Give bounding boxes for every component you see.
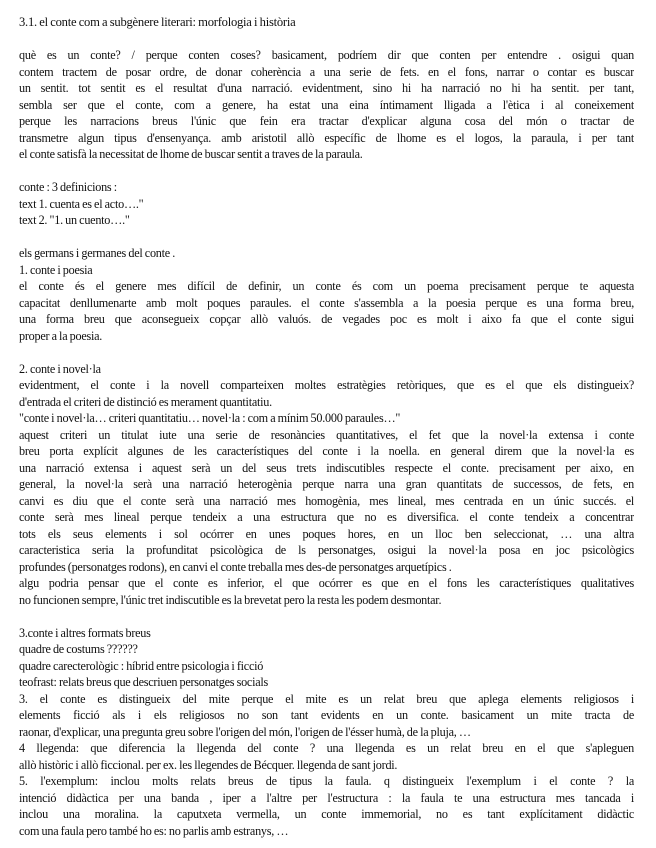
intro-line: transmetre algun tipus d'ensenyança. amb aristotil allò específic de lhome es el logos, la paraula, i per tant bbox=[19, 130, 634, 145]
paragraph-line: no funcionen sempre, l'únic tret indiscutible es la brevetat pero la resta les podem desmontar. bbox=[19, 592, 442, 607]
intro-line: perque les narracions breus l'únic que fein era tractar d'explicar alguna cosa del món o tractar de bbox=[19, 114, 634, 128]
paragraph-line: tots els seus elements i sol ocórrer en unes poques hores, en un lloc ben seleccionat, … una altra bbox=[19, 526, 634, 541]
paragraph-line: inclou una moralina. la caputxeta vermella, un conte immemorial, no es tant explícitament didàctic bbox=[19, 807, 634, 821]
spacer bbox=[19, 31, 634, 48]
paragraph-line: teofrast: relats breus que descriuen personatges socials bbox=[19, 675, 269, 689]
paragraph-line: canvi es diu que el conte serà una narració mes homogènia, mes lineal, mes centrada en un únic succés. el bbox=[19, 493, 634, 508]
paragraph-line: el conte és el genere mes difícil de definir, un conte és com un poema precisament perque te aquesta bbox=[19, 279, 634, 293]
formats-block bbox=[19, 625, 634, 840]
paragraph-line: intenció didàctica per una banda , iper a l'altre per l'estructura : la faula te una estructura mes tancada i bbox=[19, 790, 634, 805]
section-title: 3.1. el conte com a subgènere literari: morfologia i història bbox=[19, 15, 296, 29]
intro-line: contem tractem de posar ordre, de donar coherència a una serie de fets. en el fons, narrar o contar es buscar bbox=[19, 64, 634, 79]
intro-paragraph bbox=[19, 47, 634, 163]
spacer bbox=[19, 163, 634, 180]
paragraph-line: "conte i novel·la… criteri quantitatiu… novel·la : com a mínim 50.000 paraules…" bbox=[19, 411, 401, 425]
paragraph-line: conte serà mes lineal perque tendeix a una estructura que no es diversifica. el conte tendeix a concentrar bbox=[19, 510, 634, 524]
paragraph-line: una narració extensa i aquest serà un del seus trets indiscutibles respecte el conte. precisament per aixo, en bbox=[19, 460, 634, 475]
paragraph-line: quadre carecterològic : híbrid entre psicologia i ficció bbox=[19, 658, 264, 673]
paragraph-line: una forma breu que aconsegueix copçar allò valuós. de vegades poc es molt i aixo fa que el conte sigui bbox=[19, 312, 634, 326]
paragraph-line: proper a la poesia. bbox=[19, 328, 103, 343]
definition-item: text 1. cuenta es el acto…." bbox=[19, 196, 144, 211]
paragraph-line: profundes (personatges rodons), en canvi el conte treballa mes des-de personatges arquetípics . bbox=[19, 559, 452, 574]
germans-block bbox=[19, 245, 634, 608]
paragraph-line: 5. l'exemplum: inclou molts relats breus de tipus la faula. q distingueix l'exemplum i el conte ? la bbox=[19, 774, 634, 788]
intro-line: un sentit. tot sentit es el resultat d'una narració. evidentment, sino hi ha narració no hi ha sentit. per tant, bbox=[19, 81, 634, 95]
formats-heading: 3.conte i altres formats breus bbox=[19, 625, 151, 640]
paragraph-line: evidentment, el conte i la novell comparteixen moltes estratègies retòriques, que es el que els distingueix? bbox=[19, 378, 634, 392]
germans-heading: els germans i germanes del conte . bbox=[19, 246, 176, 260]
paragraph-line: aquest criteri un titulat iute una serie de resonàncies quantitatives, el fet que la novel·la extensa i conte bbox=[19, 427, 634, 442]
paragraph-line: com una faula pero també ho es: no parlis amb estranys, … bbox=[19, 823, 289, 838]
intro-line: sembla ser que el conte, com a genere, ha estat una eina íntimament lligada a l'ètica i al coneixement bbox=[19, 97, 634, 112]
intro-line: què es un conte? / perque conten coses? basicament, podríem dir que conten per entendre . osigui quan bbox=[19, 48, 634, 62]
paragraph-line: 4 llegenda: que diferencia la llegenda del conte ? una llegenda es un relat breu en el que s'apleguen bbox=[19, 741, 634, 755]
paragraph-line: d'entrada el criteri de distinció es merament quantitatiu. bbox=[19, 394, 272, 409]
paragraph-line: quadre de costums ?????? bbox=[19, 642, 138, 656]
paragraph-line: 3. el conte es distingueix del mite perque el mite es un relat breu que aplega elements religiosos i bbox=[19, 691, 634, 706]
paragraph-line: allò històric i allò ficcional. per ex. les llegendes de Bécquer. llegenda de sant jordi. bbox=[19, 757, 398, 772]
paragraph-line: breu porta explícit algunes de les característiques del conte i la noella. en general direm que la novel·la es bbox=[19, 444, 634, 458]
subsection-title: 2. conte i novel·la bbox=[19, 361, 101, 376]
definitions-heading: conte : 3 definicions : bbox=[19, 180, 117, 194]
paragraph-line: caracteristica seria la profunditat psicològica de ls personatges, osigui la novel·la posa en joc psicològics bbox=[19, 543, 634, 557]
spacer bbox=[19, 608, 634, 625]
definitions-block bbox=[19, 179, 634, 229]
definition-item: text 2. "1. un cuento…." bbox=[19, 213, 130, 227]
paragraph-line: general, la novel·la serà una narració heterogènia perque narra una gran quantitats de successos, de fets, en bbox=[19, 477, 634, 491]
paragraph-line: raonar, d'explicar, una pregunta greu sobre l'origen del món, l'origen de l'ésser humà, de la pluja, … bbox=[19, 724, 471, 739]
paragraph-line: capacitat denllumenarte amb molt poques paraules. el conte s'assembla a la poesia perque es una forma breu, bbox=[19, 295, 634, 310]
paragraph-line: elements ficció als i els religiosos no son tant evidents en un conte. basicament un mite tracta de bbox=[19, 708, 634, 722]
paragraph-line: algu podria pensar que el conte es inferior, el que ocórrer es que en el fons les característiques qualitatives bbox=[19, 576, 634, 590]
spacer bbox=[19, 229, 634, 246]
spacer bbox=[19, 344, 634, 361]
subsection-title: 1. conte i poesia bbox=[19, 262, 93, 277]
intro-line: el conte satisfà la necessitat de lhome de buscar sentit a traves de la paraula. bbox=[19, 147, 363, 161]
